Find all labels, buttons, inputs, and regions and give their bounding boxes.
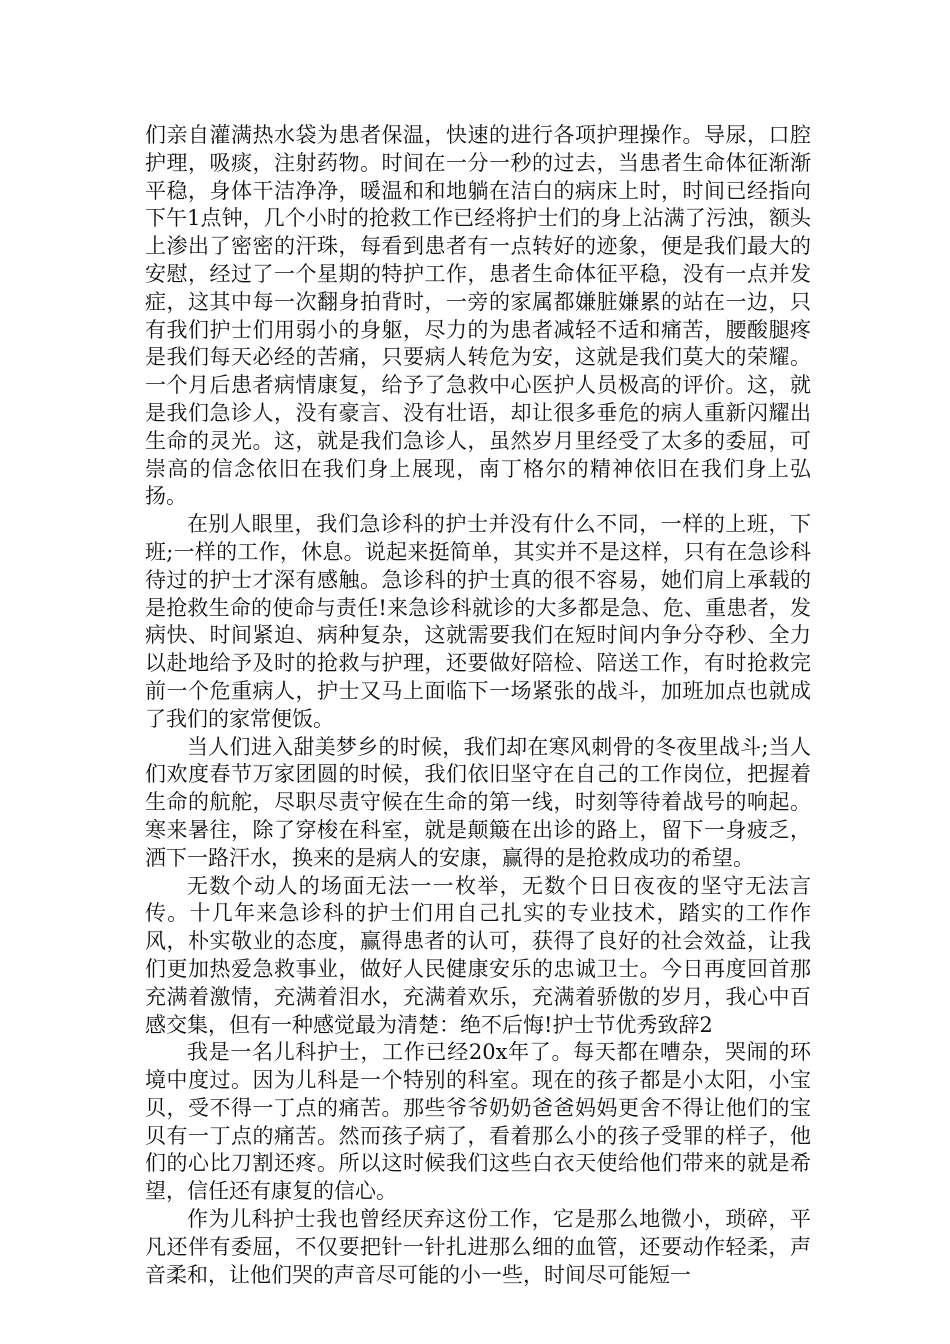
paragraph-5: 我是一名儿科护士，工作已经20x年了。每天都在嘈杂，哭闹的环境中度过。因为儿科是一个特别的科室。现在的孩子都是小太阳，小宝贝，受不得一丁点的痛苦。那些爷爷奶奶爸爸妈妈更舍不得让他们的宝贝有一丁点的痛苦。然而孩子病了，看着那么小的孩子受罪的样子，他们的心比刀割还疼。所以这时候我们这些白衣天使给他们带来的就是希望，信任还有康复的信心。	[145, 1040, 811, 1204]
paragraph-1: 们亲自灌满热水袋为患者保温，快速的进行各项护理操作。导尿，口腔护理，吸痰，注射药物。时间在一分一秒的过去，当患者生命体征渐渐平稳，身体干洁净净，暖温和和地躺在洁白的病床上时，时间已经指向下午1点钟，几个小时的抢救工作已经将护士们的身上沾满了污浊，额头上渗出了密密的汗珠，每看到患者有一点转好的迹象，便是我们最大的安慰，经过了一个星期的特护工作，患者生命体征平稳，没有一点并发症，这其中每一次翻身拍背时，一旁的家属都嫌脏嫌累的站在一边，只有我们护士们用弱小的身躯，尽力的为患者减轻不适和痛苦，腰酸腿疼是我们每天必经的苦痛，只要病人转危为安，这就是我们莫大的荣耀。一个月后患者病情康复，给予了急救中心医护人员极高的评价。这，就是我们急诊人，没有豪言、没有壮语，却让很多垂危的病人重新闪耀出生命的灵光。这，就是我们急诊人，虽然岁月里经受了太多的委屈，可崇高的信念依旧在我们身上展现，南丁格尔的精神依旧在我们身上弘扬。	[145, 123, 811, 509]
paragraph-6: 作为儿科护士我也曾经厌弃这份工作，它是那么地微小，琐碎，平凡还伴有委屈，不仅要把针一针扎进那么细的血管，还要动作轻柔，声音柔和，让他们哭的声音尽可能的小一些，时间尽可能短一	[145, 1207, 811, 1287]
document-body	[145, 122, 811, 1289]
paragraph-2: 在别人眼里，我们急诊科的护士并没有什么不同，一样的上班，下班;一样的工作，休息。说起来挺简单，其实并不是这样，只有在急诊科待过的护士才深有感触。急诊科的护士真的很不容易，她们肩上承载的是抢救生命的使命与责任!来急诊科就诊的大多都是急、危、重患者，发病快、时间紧迫、病种复杂，这就需要我们在短时间内争分夺秒、全力以赴地给予及时的抢救与护理，还要做好陪检、陪送工作，有时抢救完前一个危重病人，护士又马上面临下一场紧张的战斗，加班加点也就成了我们的家常便饭。	[145, 512, 811, 731]
paragraph-3: 当人们进入甜美梦乡的时候，我们却在寒风刺骨的冬夜里战斗;当人们欢度春节万家团圆的时候，我们依旧坚守在自己的工作岗位，把握着生命的航舵，尽职尽责守候在生命的第一线，时刻等待着战号的响起。寒来暑往，除了穿梭在科室，就是颠簸在出诊的路上，留下一身疲乏，洒下一路汗水，换来的是病人的安康，赢得的是抢救成功的希望。	[145, 734, 811, 870]
paragraph-4: 无数个动人的场面无法一一枚举，无数个日日夜夜的坚守无法言传。十几年来急诊科的护士们用自己扎实的专业技术，踏实的工作作风，朴实敬业的态度，赢得患者的认可，获得了良好的社会效益，让我们更加热爱急救事业，做好人民健康安乐的忠诚卫士。今日再度回首那充满着激情，充满着泪水，充满着欢乐，充满着骄傲的岁月，我心中百感交集，但有一种感觉最为清楚：绝不后悔!护士节优秀致辞2	[145, 873, 811, 1037]
